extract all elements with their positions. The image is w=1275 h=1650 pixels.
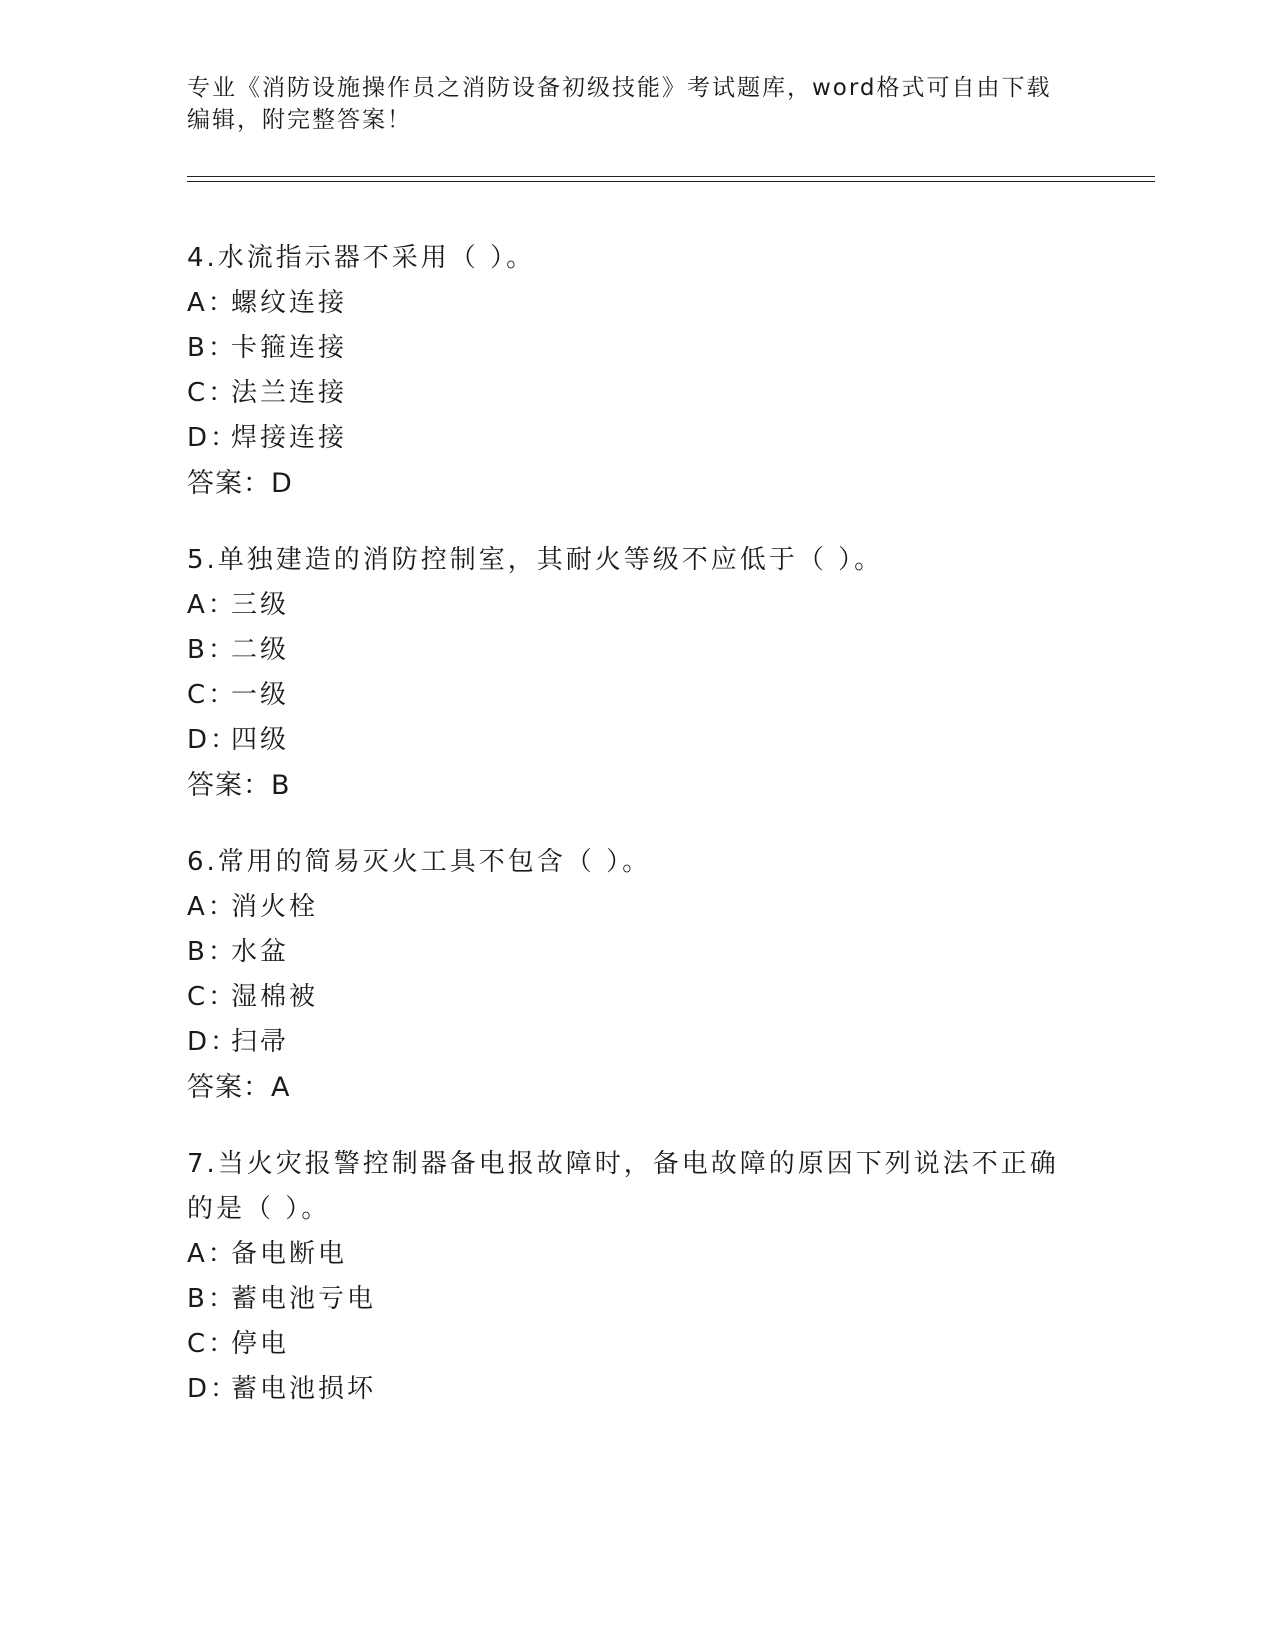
option-d xyxy=(187,1367,1067,1412)
option-key: A： xyxy=(187,1239,237,1269)
option-key: C： xyxy=(187,378,238,408)
option-text: 四级 xyxy=(231,725,290,755)
option-key: C： xyxy=(187,680,238,710)
option-key: D： xyxy=(187,725,240,755)
option-text: 蓄电池损坏 xyxy=(231,1374,377,1404)
option-text: 二级 xyxy=(231,635,290,665)
option-d xyxy=(187,1020,1067,1065)
question-stem: 7.当火灾报警控制器备电报故障时，备电故障的原因下列说法不正确的是（ ）。 xyxy=(187,1149,1059,1224)
option-d xyxy=(187,718,1067,763)
option-text: 螺纹连接 xyxy=(231,288,348,318)
option-key: A： xyxy=(187,590,237,620)
answer-line: 答案：D xyxy=(187,468,293,499)
option-a xyxy=(187,583,1067,628)
option-a xyxy=(187,281,1067,326)
question-4 xyxy=(187,236,1067,506)
option-text: 法兰连接 xyxy=(231,378,348,408)
question-stem: 5.单独建造的消防控制室，其耐火等级不应低于（ ）。 xyxy=(187,545,884,575)
question-7 xyxy=(187,1142,1067,1412)
option-b xyxy=(187,1277,1067,1322)
option-c xyxy=(187,1322,1067,1367)
option-b xyxy=(187,326,1067,371)
question-list xyxy=(187,236,1067,1444)
option-text: 一级 xyxy=(231,680,290,710)
option-c xyxy=(187,975,1067,1020)
option-c xyxy=(187,673,1067,718)
question-5 xyxy=(187,538,1067,808)
option-text: 卡箍连接 xyxy=(231,333,348,363)
option-key: A： xyxy=(187,288,237,318)
option-key: B： xyxy=(187,635,237,665)
option-b xyxy=(187,930,1067,975)
answer-line: 答案：B xyxy=(187,770,291,801)
option-key: B： xyxy=(187,937,237,967)
header-rule-top xyxy=(187,176,1155,177)
option-text: 停电 xyxy=(231,1329,290,1359)
option-key: D： xyxy=(187,1027,240,1057)
option-text: 湿棉被 xyxy=(231,982,319,1012)
document-header: 专业《消防设施操作员之消防设备初级技能》考试题库，word格式可自由下载编辑，附完整答案！ xyxy=(187,75,1052,133)
question-stem: 6.常用的简易灭火工具不包含（ ）。 xyxy=(187,847,652,877)
option-text: 消火栓 xyxy=(231,892,319,922)
option-key: C： xyxy=(187,982,238,1012)
answer-line: 答案：A xyxy=(187,1072,291,1103)
option-text: 蓄电池亏电 xyxy=(231,1284,377,1314)
question-stem: 4.水流指示器不采用（ ）。 xyxy=(187,243,536,273)
option-text: 水盆 xyxy=(231,937,290,967)
option-text: 扫帚 xyxy=(231,1027,290,1057)
option-key: C： xyxy=(187,1329,238,1359)
option-b xyxy=(187,628,1067,673)
option-key: D： xyxy=(187,1374,240,1404)
option-key: D： xyxy=(187,423,240,453)
question-6 xyxy=(187,840,1067,1110)
option-text: 焊接连接 xyxy=(231,423,348,453)
option-key: A： xyxy=(187,892,237,922)
option-text: 三级 xyxy=(231,590,290,620)
option-a xyxy=(187,885,1067,930)
option-c xyxy=(187,371,1067,416)
header-rule-bottom xyxy=(187,181,1155,182)
option-text: 备电断电 xyxy=(231,1239,348,1269)
option-d xyxy=(187,416,1067,461)
option-a xyxy=(187,1232,1067,1277)
option-key: B： xyxy=(187,333,237,363)
option-key: B： xyxy=(187,1284,237,1314)
